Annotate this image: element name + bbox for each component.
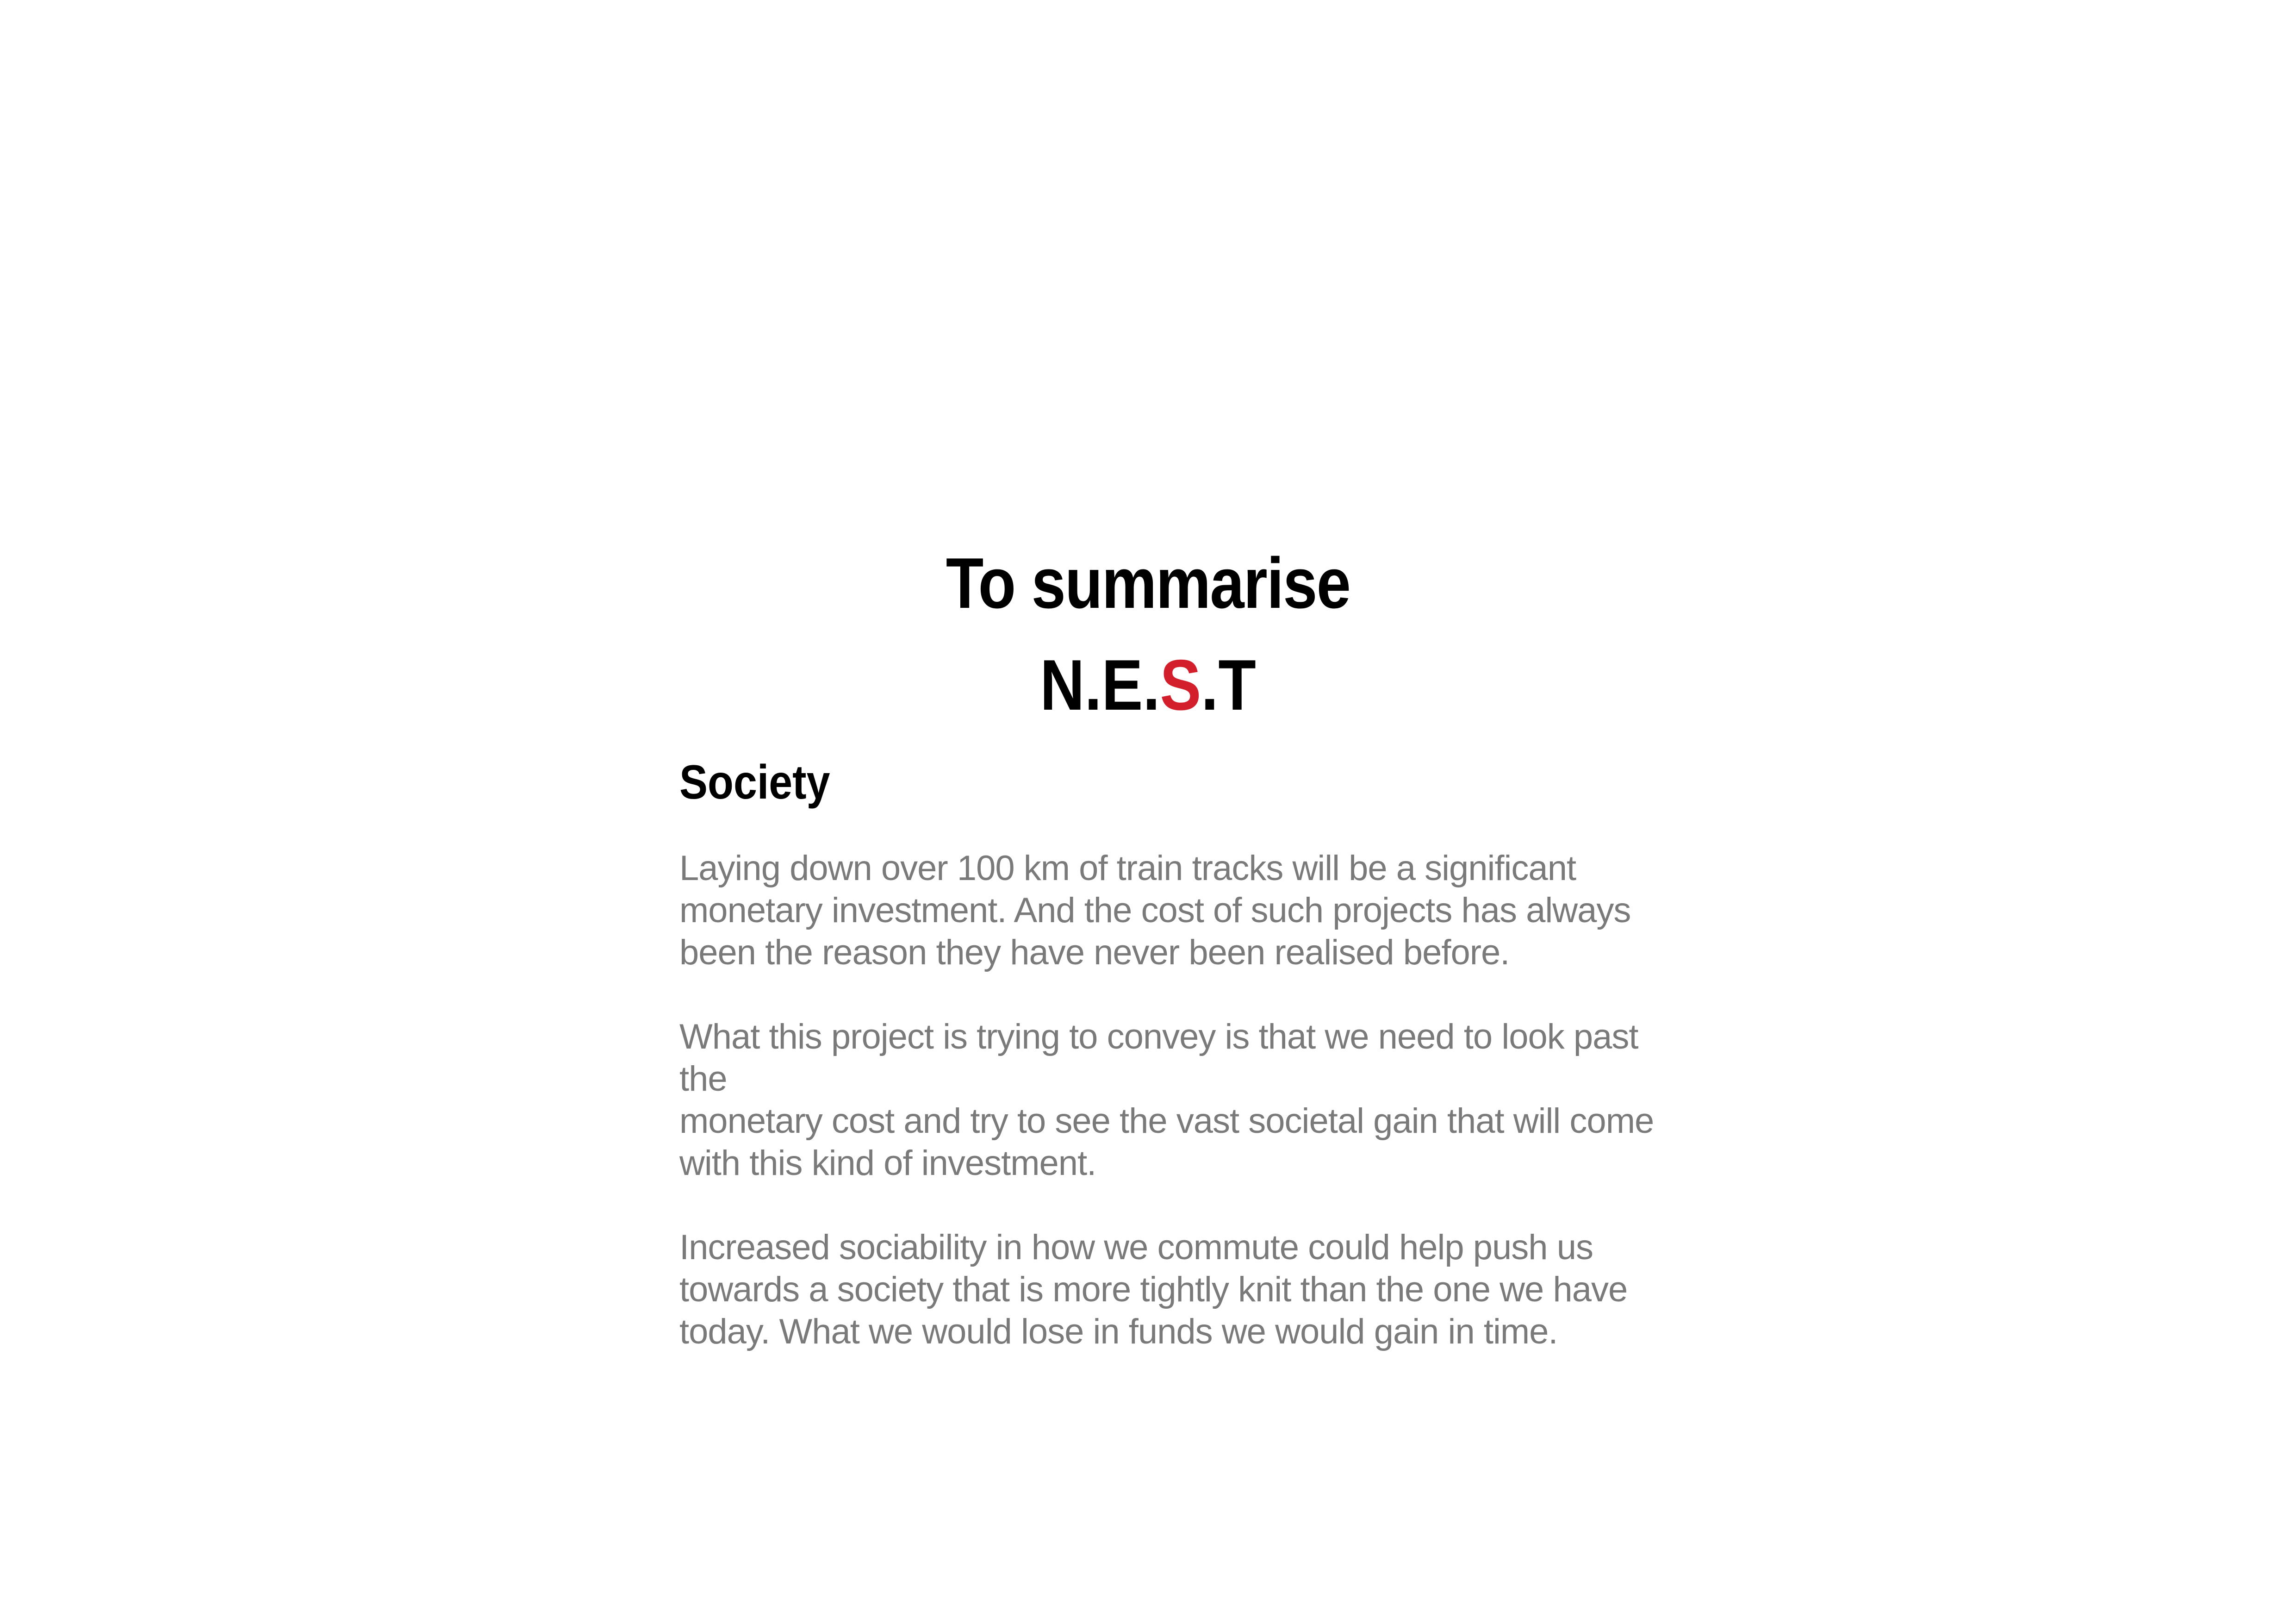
acronym-part-2: .T <box>1201 645 1256 725</box>
acronym-part-1: N.E. <box>1040 645 1160 725</box>
page-title: To summarise <box>946 543 1350 623</box>
acronym-highlight-letter: S <box>1160 645 1201 725</box>
acronym-heading <box>161 641 2135 729</box>
section-heading: Society <box>679 756 830 809</box>
paragraph-3: Increased sociability in how we commute could help push us towards a society that is more tightly knit than the one we have today. What we would lose in funds we would gain in time. <box>679 1228 1628 1351</box>
section-body <box>679 847 1670 1395</box>
paragraph-2: What this project is trying to convey is that we need to look past the monetary cost and try to see the vast societal gain that will come with this kind of investment. <box>679 1017 1654 1183</box>
paragraph-1: Laying down over 100 km of train tracks will be a significant monetary investment. And the cost of such projects has always been the reason they have never been realised before. <box>679 849 1631 972</box>
